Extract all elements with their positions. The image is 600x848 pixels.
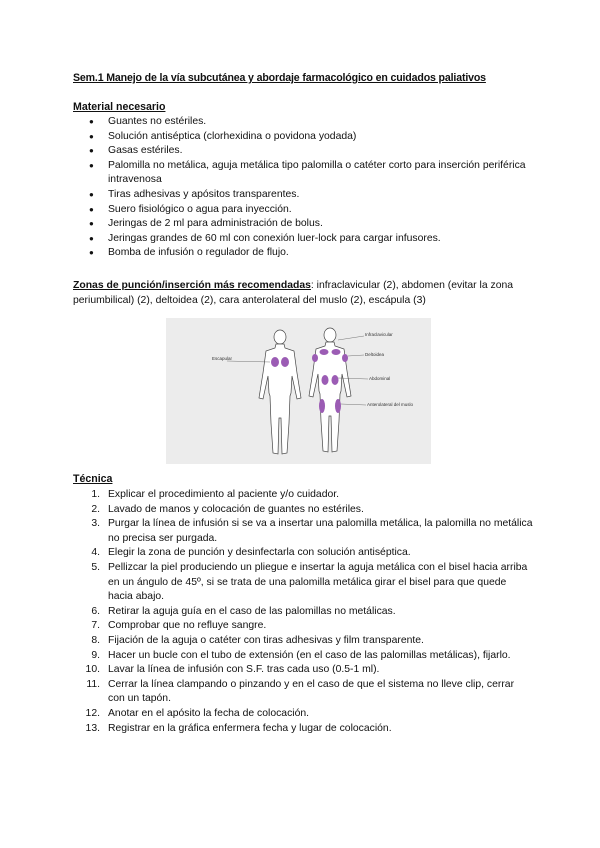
- infraclavicular-site-right: [332, 349, 341, 355]
- material-heading: Material necesario: [73, 101, 166, 113]
- step-text: Fijación de la aguja o catéter con tiras adhesivas y film transparente.: [108, 634, 424, 646]
- step-number: 7.: [91, 620, 100, 632]
- material-item: ● Jeringas de 2 ml para administración de bolus.: [73, 217, 533, 232]
- step-number: 12.: [85, 707, 100, 719]
- technique-step: [73, 546, 533, 561]
- step-text: Lavado de manos y colocación de guantes no estériles.: [108, 503, 364, 515]
- step-text: Anotar en el apósito la fecha de colocación.: [108, 707, 310, 719]
- body-diagram: [166, 318, 431, 464]
- zones-heading: Zonas de punción/inserción más recomendadas: [73, 280, 311, 291]
- document-title: Sem.1 Manejo de la vía subcutánea y abordaje farmacológico en cuidados paliativos: [73, 72, 486, 84]
- technique-step: [73, 722, 533, 737]
- step-text: Cerrar la línea clampando o pinzando y en el caso de que el sistema no lleve clip, cerrar con un tapón.: [108, 678, 515, 705]
- body-front-view: [309, 328, 351, 452]
- scapula-site-left: [271, 357, 279, 367]
- technique-step: [73, 649, 533, 664]
- deltoid-site-left: [312, 354, 318, 362]
- step-number: 1.: [91, 489, 100, 500]
- technique-heading: Técnica: [73, 473, 113, 485]
- step-text: Elegir la zona de punción y desinfectarla con solución antiséptica.: [108, 547, 411, 559]
- material-item: ● Solución antiséptica (clorhexidina o povidona yodada): [73, 130, 533, 145]
- technique-step: [73, 503, 533, 518]
- step-number: 13.: [85, 722, 100, 734]
- technique-step: [73, 517, 533, 546]
- zones-text: : infraclavicular (2), abdomen (evitar la zona periumbilical) (2), deltoidea (2), cara anterolateral del muslo (2), escápula (3): [73, 280, 514, 306]
- step-number: 4.: [91, 547, 100, 559]
- material-item: ● Tiras adhesivas y apósitos transparentes.: [73, 188, 533, 203]
- material-item: ● Bomba de infusión o regulador de flujo.: [73, 246, 533, 261]
- material-item: ● Suero fisiológico o agua para inyección.: [73, 203, 533, 218]
- scapula-site-right: [281, 357, 289, 367]
- step-text: Retirar la aguja guía en el caso de las palomillas no metálicas.: [108, 605, 396, 617]
- technique-step: [73, 634, 533, 649]
- step-number: 6.: [91, 605, 100, 617]
- deltoid-site-right: [342, 354, 348, 362]
- step-text: Pellizcar la piel produciendo un pliegue e insertar la aguja metálica con el bisel hacia arriba en un ángulo de 45º, si se trata de una palomilla metálica girar el bisel para que quede hacia abajo.: [108, 561, 528, 603]
- step-text: Purgar la línea de infusión si se va a insertar una palomilla metálica, la palomilla no metálica no precisa ser purgada.: [108, 518, 533, 544]
- step-number: 5.: [91, 561, 100, 573]
- material-item: ● Palomilla no metálica, aguja metálica tipo palomilla o catéter corto para inserción periférica intravenosa: [73, 159, 533, 188]
- label-infraclavicular: Infraclavicular: [365, 332, 393, 337]
- step-number: 11.: [86, 678, 100, 690]
- thigh-site-left: [319, 399, 325, 413]
- abdominal-site-left: [322, 375, 329, 385]
- material-item: ● Jeringas grandes de 60 ml con conexión luer-lock para cargar infusores.: [73, 232, 533, 247]
- technique-step: [73, 663, 533, 678]
- abdominal-site-right: [332, 375, 339, 385]
- technique-step: [73, 678, 533, 707]
- step-number: 3.: [91, 518, 100, 530]
- technique-step: [73, 605, 533, 620]
- technique-step: [73, 707, 533, 722]
- technique-step: [73, 619, 533, 634]
- step-text: Explicar el procedimiento al paciente y/o cuidador.: [108, 489, 340, 500]
- label-escapular: Escapular: [212, 356, 233, 361]
- zones-paragraph: [73, 278, 533, 308]
- material-item: ● Gasas estériles.: [73, 144, 533, 159]
- step-text: Hacer un bucle con el tubo de extensión (en el caso de las palomillas metálicas), fijarlo.: [108, 649, 511, 661]
- body-back-view: [259, 330, 301, 454]
- step-text: Comprobar que no refluye sangre.: [108, 620, 267, 632]
- label-abdominal: Abdominal: [369, 376, 391, 381]
- step-number: 8.: [91, 634, 100, 646]
- technique-step: [73, 488, 533, 503]
- step-number: 9.: [91, 649, 100, 661]
- injection-sites-figure: [166, 318, 431, 464]
- step-text: Lavar la línea de infusión con S.F. tras cada uso (0.5-1 ml).: [108, 664, 380, 676]
- label-muslo: Anterolateral del muslo: [367, 402, 414, 407]
- step-number: 2.: [91, 503, 100, 515]
- label-deltoidea: Deltoidea: [365, 352, 385, 357]
- infraclavicular-site-left: [320, 349, 329, 355]
- thigh-site-right: [335, 399, 341, 413]
- step-number: 10.: [85, 664, 100, 676]
- step-text: Registrar en la gráfica enfermera fecha y lugar de colocación.: [108, 722, 392, 734]
- material-item: ● Guantes no estériles.: [73, 115, 533, 130]
- technique-step: [73, 561, 533, 605]
- technique-steps: [73, 488, 533, 736]
- material-list: [73, 115, 533, 261]
